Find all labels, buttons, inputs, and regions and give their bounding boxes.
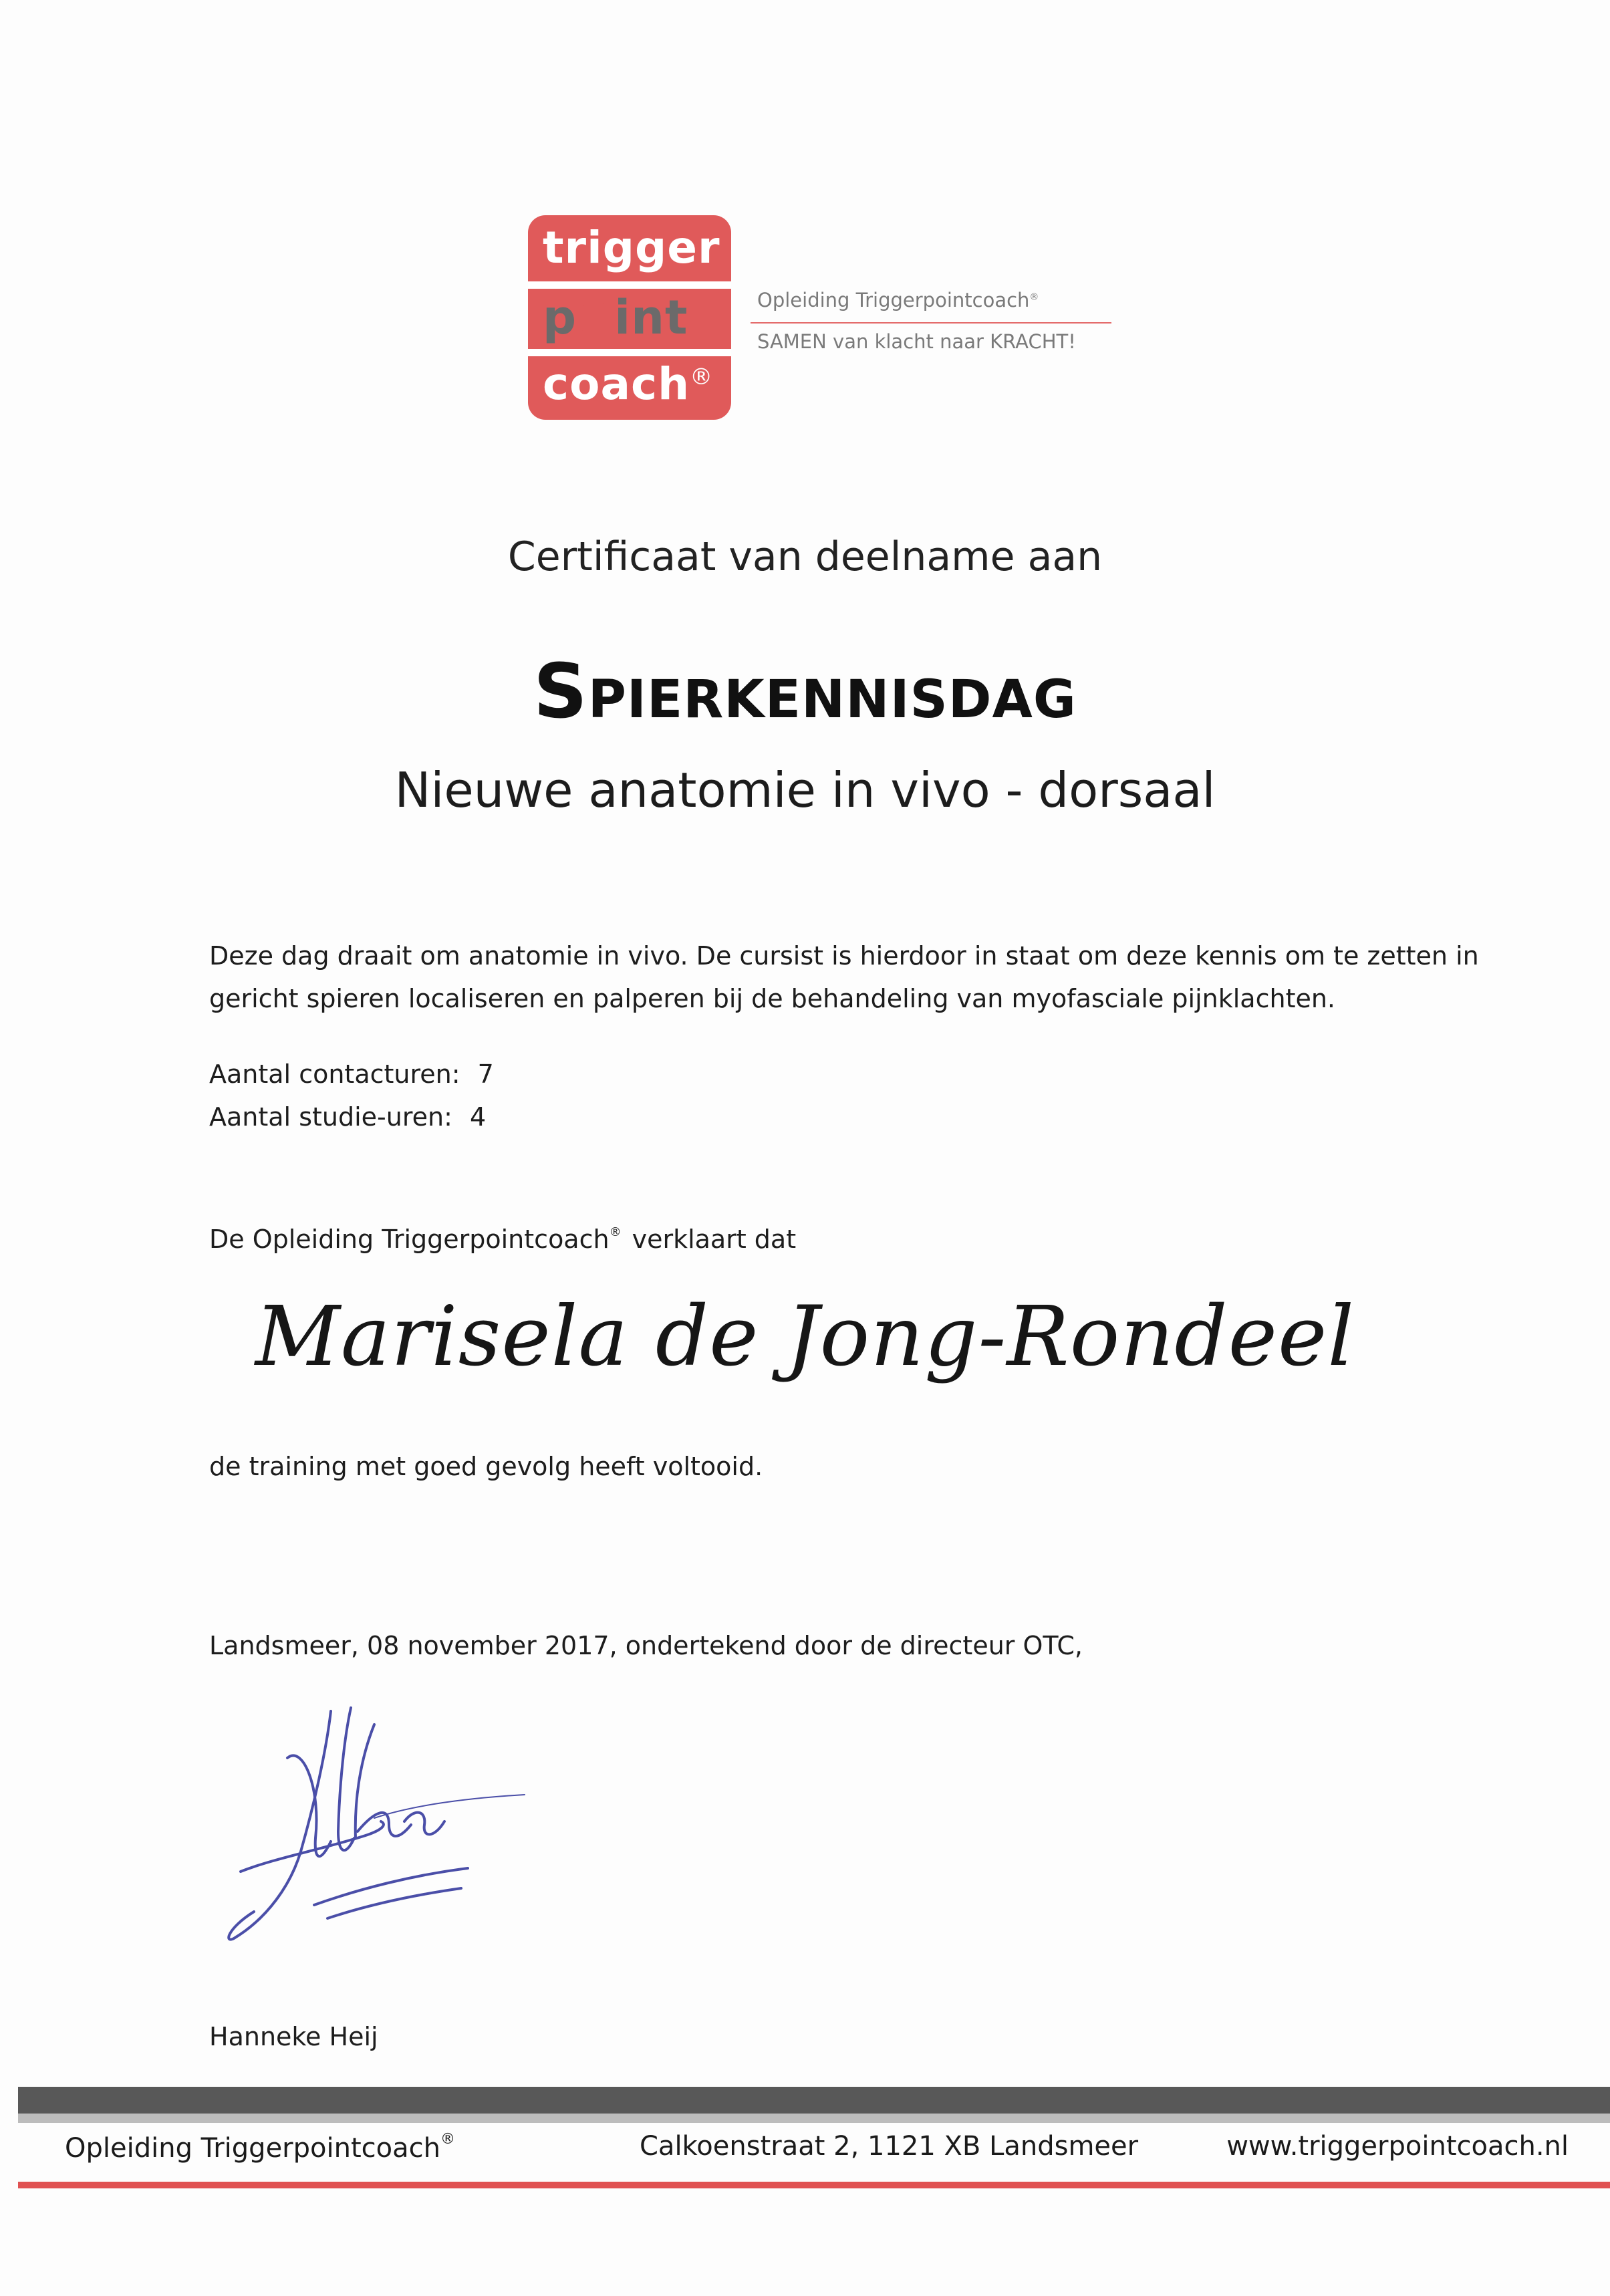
logo-divider-bottom [528, 349, 731, 356]
footer-bar-dark [18, 2087, 1610, 2114]
study-hours-label: Aantal studie-uren: [209, 1102, 452, 1132]
study-hours [209, 1096, 494, 1138]
certificate-heading: Certificaat van deelname aan [507, 533, 1103, 580]
footer-address: Calkoenstraat 2, 1121 XB Landsmeer [640, 2131, 1139, 2162]
tagline-registered-mark: ® [1029, 291, 1039, 303]
signatory-name: Hanneke Heij [209, 2022, 378, 2051]
footer-registered-mark: ® [440, 2131, 455, 2148]
logo-word-trigger: trigger [543, 222, 720, 273]
contact-hours [209, 1053, 494, 1096]
description-line: Deze dag draait om anatomie in vivo. De cursist is hierdoor in staat om deze kennis om te zetten in [209, 941, 1479, 971]
declaration-registered-mark: ® [609, 1225, 622, 1239]
footer-website: www.triggerpointcoach.nl [1226, 2131, 1569, 2162]
declaration-prefix: De Opleiding Triggerpointcoach [209, 1225, 610, 1254]
study-hours-value: 4 [469, 1102, 487, 1132]
footer-organization [65, 2131, 455, 2164]
logo-word-point [543, 290, 688, 345]
contact-hours-value: 7 [477, 1059, 494, 1089]
logo-point-dot-icon [578, 301, 613, 336]
tagline-organization-text: Opleiding Triggerpointcoach [757, 289, 1030, 311]
course-title: Spierkennisdag [533, 648, 1077, 735]
logo-registered-mark: ® [690, 364, 714, 390]
footer-bar-light [18, 2114, 1610, 2123]
tagline-divider [751, 322, 1111, 324]
logo-word-coach [543, 358, 714, 410]
declaration [209, 1211, 796, 1261]
tagline-slogan: SAMEN van klacht naar KRACHT! [757, 330, 1076, 353]
footer-bar-red [18, 2182, 1610, 2188]
tagline-organization [757, 289, 1039, 311]
hours-block [209, 1053, 494, 1138]
logo-point-int: int [614, 290, 688, 345]
participant-name: Marisela de Jong-Rondeel [255, 1289, 1355, 1385]
footer-organization-text: Opleiding Triggerpointcoach [65, 2133, 440, 2164]
contact-hours-label: Aantal contacturen: [209, 1059, 460, 1089]
director-signature [214, 1698, 548, 1965]
logo-coach-text: coach [543, 358, 690, 410]
description [209, 934, 1479, 1020]
completion-statement: de training met goed gevolg heeft voltooid. [209, 1452, 763, 1481]
logo-point-p: p [543, 290, 577, 345]
course-subtitle: Nieuwe anatomie in vivo - dorsaal [394, 762, 1216, 818]
logo-divider-top [528, 281, 731, 289]
declaration-suffix: verklaart dat [632, 1225, 797, 1254]
signing-statement: Landsmeer, 08 november 2017, ondertekend door de directeur OTC, [209, 1631, 1083, 1660]
description-line: gericht spieren localiseren en palperen bij de behandeling van myofasciale pijnklachten. [209, 984, 1336, 1013]
